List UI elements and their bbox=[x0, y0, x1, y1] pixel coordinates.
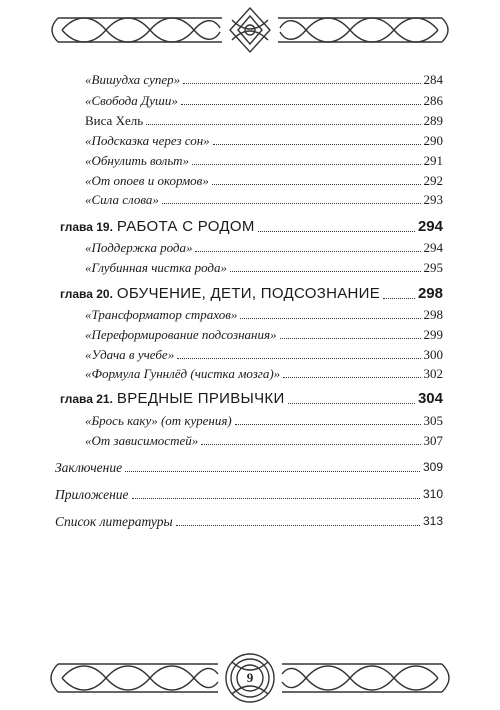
toc-entry[interactable]: «Формула Гуннлёд (чистка мозга)» 302 bbox=[85, 366, 443, 381]
toc-entry[interactable]: «Глубинная чистка рода» 295 bbox=[85, 260, 443, 275]
toc-entry[interactable]: «Удача в учебе» 300 bbox=[85, 347, 443, 362]
toc-entry[interactable]: «Переформирование подсознания» 299 bbox=[85, 327, 443, 342]
toc-entry[interactable]: «От опоев и окормов» 292 bbox=[85, 173, 443, 188]
toc-entry[interactable]: «Поддержка рода» 294 bbox=[85, 240, 443, 255]
toc-section-conclusion[interactable]: Заключение 309 bbox=[55, 460, 443, 475]
toc-chapter[interactable]: глава 21. ВРЕДНЫЕ ПРИВЫЧКИ 304 bbox=[60, 390, 443, 407]
toc-entry[interactable]: Виса Хель 289 bbox=[85, 113, 443, 128]
toc-chapter[interactable]: глава 20. ОБУЧЕНИЕ, ДЕТИ, ПОДСОЗНАНИЕ 298 bbox=[60, 285, 443, 302]
toc-section-appendix[interactable]: Приложение 310 bbox=[55, 487, 443, 502]
toc-entry[interactable]: «От зависимостей» 307 bbox=[85, 433, 443, 448]
toc-entry[interactable]: «Трансформатор страхов» 298 bbox=[85, 307, 443, 322]
toc-entry[interactable]: «Вишудха супер» 284 bbox=[85, 72, 443, 87]
page-number: 9 bbox=[246, 670, 254, 685]
toc-entry[interactable]: «Свобода Души» 286 bbox=[85, 93, 443, 108]
toc-entry[interactable]: «Обнулить вольт» 291 bbox=[85, 153, 443, 168]
toc-entry[interactable]: «Сила слова» 293 bbox=[85, 192, 443, 207]
toc-chapter[interactable]: глава 19. РАБОТА С РОДОМ 294 bbox=[60, 218, 443, 235]
toc-entry[interactable]: «Брось каку» (от курения) 305 bbox=[85, 413, 443, 428]
toc-entry[interactable]: «Подсказка через сон» 290 bbox=[85, 133, 443, 148]
toc-section-bibliography[interactable]: Список литературы 313 bbox=[55, 514, 443, 529]
